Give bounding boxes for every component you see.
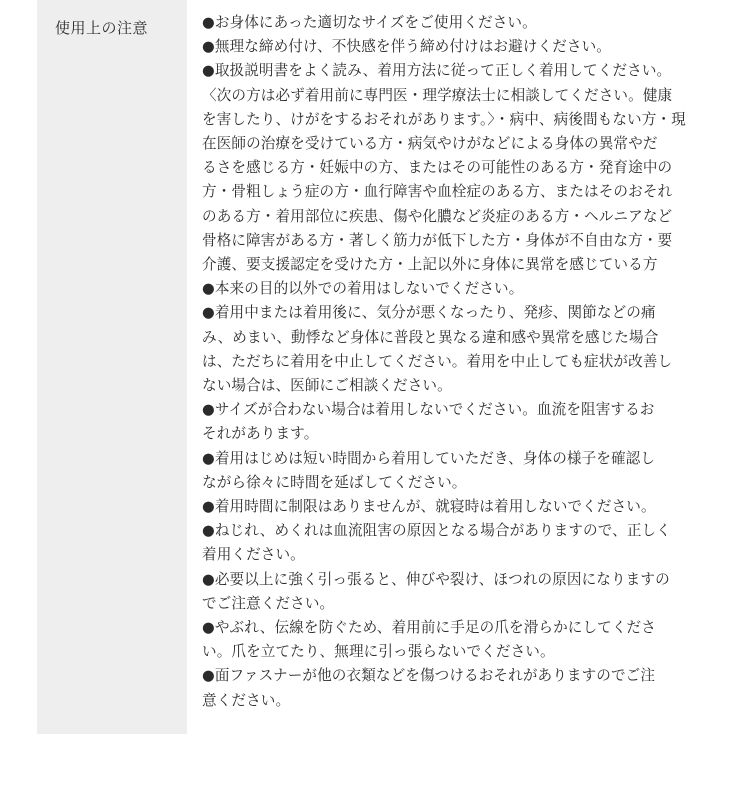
- note-purpose: ●本来の目的以外での着用はしないでください。: [202, 280, 524, 298]
- note-manual-consult: ●取扱説明書をよく読み、着用方法に従って正しく着用してください。 〈次の方は必ず着用前に専門医・理学療法士に相談してください。健康 を害したり、けがをするおそれがあります。〉・病中、病後間もない方・現 在医師の治療を受けている方・病気やけがなどによる身体の異常やだ るさを感じる方・妊娠中の方、またはその可能性のある方・発育途中の 方・骨粗しょう症の方・血行障害や血栓症のある方、またはそのおそれ のある方・着用部位に疾患、傷や化膿など炎症のある方・ヘルニアなど 骨格に障害がある方・著しく筋力が低下した方・身体が不自由な方・要 介護、要支援認定を受けた方・上記以外に身体に異常を感じている方: [202, 62, 686, 274]
- note-stop-if-unwell: ●着用中または着用後に、気分が悪くなったり、発疹、関節などの痛 み、めまい、動悸など身体に普段と異なる違和感や異常を感じた場合 は、ただちに着用を中止してください。着用を中止しても症状が改善し ない場合は、医師にご相談ください。: [202, 304, 673, 395]
- note-size-mismatch: ●サイズが合わない場合は着用しないでください。血流を阻害するお それがあります。: [202, 401, 655, 443]
- note-tightness: ●無理な締め付け、不快感を伴う締め付けはお避けください。: [202, 38, 611, 56]
- note-nails: ●やぶれ、伝線を防ぐため、着用前に手足の爪を滑らかにしてくださ い。爪を立てたり、無理に引っ張らないでください。: [202, 619, 656, 661]
- note-size: ●お身体にあった適切なサイズをご使用ください。: [202, 14, 537, 31]
- note-sleep: ●着用時間に制限はありませんが、就寝時は着用しないでください。: [202, 498, 656, 516]
- note-overstretch: ●必要以上に強く引っ張ると、伸びや裂け、ほつれの原因になりますの でご注意ください。: [202, 570, 670, 612]
- note-hook-loop: ●面ファスナーが他の衣類などを傷つけるおそれがありますのでご注 意ください。: [202, 667, 656, 709]
- note-twisting: ●ねじれ、めくれは血流阻害の原因となる場合がありますので、正しく 着用ください。: [202, 522, 671, 564]
- usage-notes-table: [37, 0, 714, 734]
- section-label-cell: [37, 0, 187, 734]
- note-gradual-wear: ●着用はじめは短い時間から着用していただき、身体の様子を確認し ながら徐々に時間を延ばしてください。: [202, 449, 656, 491]
- section-label: 使用上の注意: [55, 19, 149, 37]
- notes-content-cell: [187, 0, 714, 734]
